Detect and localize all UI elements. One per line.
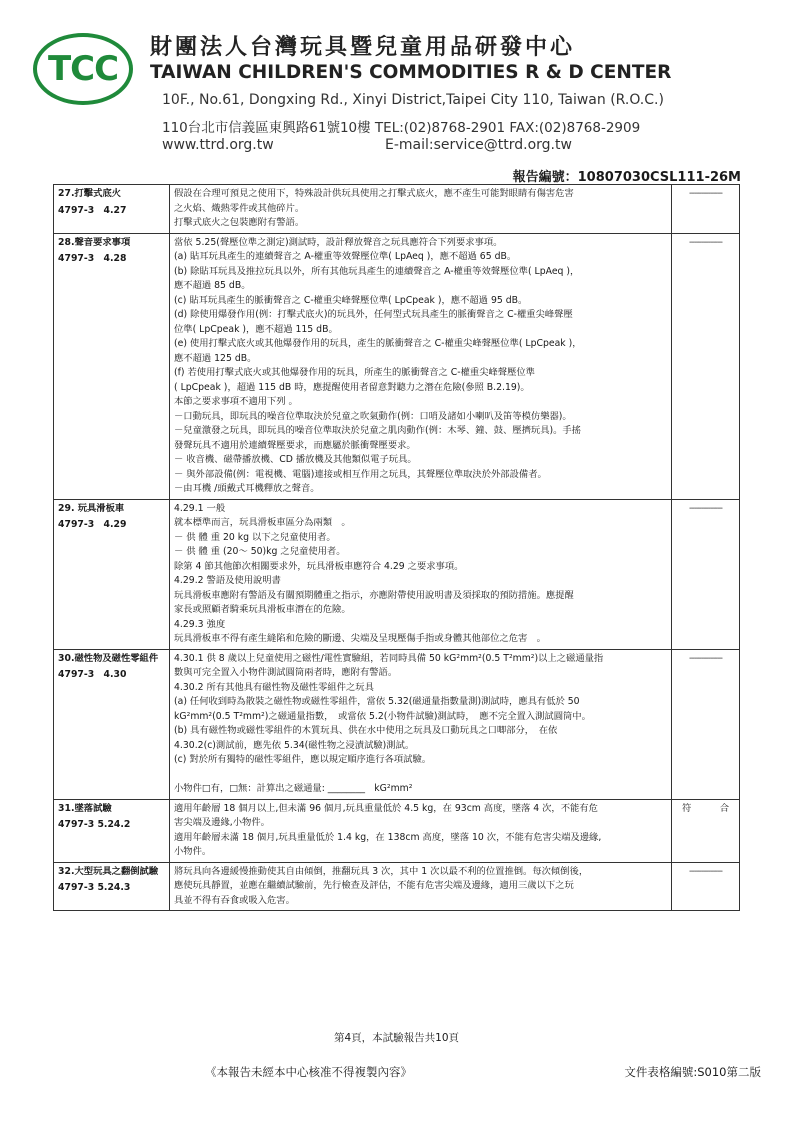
clause-cell [54,649,170,799]
clause-title: 29. 玩具滑板車 [58,502,125,514]
requirement-line: －兒童激發之玩具，即玩具的噪音位準取決於兒童之肌肉動作(例：木琴、鐘、鼓、壓擠玩具)。手搖 [174,425,582,436]
table-row [54,799,740,862]
requirement-line: 家長或照顧者騎乘玩具滑板車潛在的危險。 [174,604,351,615]
requirement-line: 之火焰、熾熱零件或其他碎片。 [174,202,305,214]
requirement-line: 玩具滑板車應附有警語及有關預期體重之指示，亦應附帶使用說明書及須採取的預防措施。應提醒 [174,589,574,601]
table-row [54,499,740,649]
address-en: 10F., No.61, Dongxing Rd., Xinyi District,Taipei City 110, Taiwan (R.O.C.) [162,92,664,108]
footer-copy-notice: 《本報告未經本中心核准不得複製內容》 [205,1065,412,1079]
requirement-line: 適用年齡層未滿 18 個月,玩具重量低於 1.4 kg，在 138cm 高度，墜落 10 次，不能有危害尖端及邊緣, [174,831,602,843]
result-cell [672,799,740,862]
result-cell [672,862,740,911]
requirement-cell [170,185,672,234]
clause-number: 4797-3 5.24.3 [58,882,131,893]
requirement-line: (c) 對於所有獨特的磁性零組件，應以規定順序進行各項試驗。 [174,754,432,765]
requirement-line: 害尖端及邊緣,小物件。 [174,817,270,828]
requirement-cell [170,862,672,911]
requirement-cell [170,233,672,499]
requirement-line: kG²mm²(0.5 T²mm²)之磁通量指數， 或當依 5.2(小物件試驗)測試時， 應不完全置入測試圓筒中。 [174,710,591,722]
website: www.ttrd.org.tw [162,137,274,153]
result-dash: -------------- [689,188,722,199]
requirement-line: 就本標準而言，玩具滑板車區分為兩類 。 [174,517,351,528]
result-dash: -------------- [689,652,722,664]
requirement-line: 應不超過 85 dB。 [174,280,251,291]
requirement-line: (b) 除貼耳玩具及推拉玩具以外，所有其他玩具產生的連續聲音之 A-權重等效聲壓位準( LpAeq )， [174,265,580,277]
org-name-zh: 財團法人台灣玩具暨兒童用品研發中心 [150,35,576,60]
clause-title: 28.聲音要求事項 [58,236,131,248]
result-cell [672,185,740,234]
requirement-line: 將玩具向各邊緩慢推動使其自由傾倒，推翻玩具 3 次，其中 1 次以最不利的位置推倒。每次傾倒後， [174,865,589,877]
requirement-cell [170,499,672,649]
requirement-line: 適用年齡層 18 個月以上,但未滿 96 個月,玩具重量低於 4.5 kg，在 93cm 高度，墜落 4 次，不能有危 [174,802,598,814]
requirement-line: 除第 4 節其他節次相關要求外，玩具滑板車應符合 4.29 之要求事項。 [174,560,464,572]
requirement-line: 玩具滑板車不得有產生縫陷和危險的斷邊、尖端及呈現壓傷手指或身體其他部位之危害 。 [174,633,546,644]
clause-title: 30.磁性物及磁性零組件 [58,652,159,664]
clause-cell [54,233,170,499]
clause-number: 4797-3 4.29 [58,519,127,530]
requirement-line: － 供 體 重 (20～ 50)kg 之兒童使用者。 [174,546,346,557]
requirement-line: － 收音機、磁帶播放機、CD 播放機及其他類似電子玩具。 [174,454,417,465]
report-number: 報告編號：10807030CSL111-26M [512,170,741,185]
result-cell [672,649,740,799]
requirement-line: 具並不得有吞食或吸入危害。 [174,894,295,906]
requirement-line: 應不超過 125 dB。 [174,352,257,364]
clause-number: 4797-3 5.24.2 [58,819,131,830]
requirement-cell [170,799,672,862]
result-dash: -------------- [689,502,722,514]
clause-title: 32.大型玩具之翻倒試驗 [58,865,159,877]
result-char: 合 [719,802,729,814]
requirement-line: 當依 5.25(聲壓位準之測定)測試時，設計釋放聲音之玩具應符合下列要求事項。 [174,236,503,248]
requirement-line: 本節之要求事項不適用下列 。 [174,396,298,407]
table-row [54,649,740,799]
letterhead [0,0,793,160]
requirement-line: － 與外部設備(例：電視機、電腦)連接或相互作用之玩具，其聲壓位準取決於外部設備者。 [174,468,547,480]
logo-text: TCC [47,49,119,89]
table-row [54,233,740,499]
requirement-line: (c) 貼耳玩具產生的脈衝聲音之 C-權重尖峰聲壓位準( LpCpeak )，應不超過 95 dB。 [174,294,528,306]
requirement-line: 4.30.2 所有其他具有磁性物及磁性零組件之玩具 [174,681,374,693]
requirement-line: 小物件。 [174,846,212,857]
requirement-line: (a) 任何收到時為散裝之磁性物或磁性零組件，當依 5.32(磁通量指數量測)測試時，應具有低於 50 [174,696,580,707]
clause-cell [54,862,170,911]
tcc-logo [33,33,133,105]
requirement-line: 應使玩具靜置，並應在繼續試驗前，先行檢查及評估，不能有危害尖端及邊緣，適用三歲以下之玩 [174,880,574,891]
result-dash: -------------- [689,865,722,877]
clause-title: 27.打擊式底火 [58,188,121,199]
requirement-line: (e) 使用打擊式底火或其他爆發作用的玩具，產生的脈衝聲音之 C-權重尖峰聲壓位準( LpCpeak )， [174,338,582,349]
requirement-line: (d) 除使用爆發作用(例：打擊式底火)的玩具外，任何型式玩具產生的脈衝聲音之 C-權重尖峰聲壓 [174,309,573,320]
clause-cell [54,185,170,234]
requirement-line: － 供 體 重 20 kg 以下之兒童使用者。 [174,531,336,543]
result-dash: -------------- [689,236,722,248]
requirement-line: 打擊式底火之包裝應附有警語。 [174,217,305,228]
requirement-line: 位準( LpCpeak )，應不超過 115 dB。 [174,323,338,335]
requirement-line: 4.29.3 強度 [174,618,226,630]
org-name-en: TAIWAN CHILDREN'S COMMODITIES R & D CENTER [150,62,672,83]
requirement-cell [170,649,672,799]
clause-title: 31.墜落試驗 [58,802,112,814]
requirement-line: －口動玩具，即玩具的噪音位準取決於兒童之吹氣動作(例：口哨及諸如小喇叭及笛等模仿樂器)。 [174,410,572,422]
requirement-line: 數與可完全置入小物件測試圓筒兩者時，應附有警語。 [174,667,398,678]
table-row [54,185,740,234]
requirement-line: 發聲玩具不適用於連續聲壓要求，而應屬於脈衝聲壓要求。 [174,439,416,451]
requirement-line: 4.29.1 一般 [174,502,226,514]
requirement-line: (b) 具有磁性物或磁性零組件的木質玩具、供在水中使用之玩具及口動玩具之口唧部分， 在依 [174,725,558,736]
requirement-line: 4.30.1 供 8 歲以上兒童使用之磁性/電性實驗組，若同時具備 50 kG²mm²(0.5 T²mm²)以上之磁通量指 [174,652,604,664]
clause-number: 4797-3 4.30 [58,669,127,680]
requirement-line: 小物件□有，□無：計算出之磁通量: ________ kG²mm² [174,783,413,794]
requirement-line: (a) 貼耳玩具產生的連續聲音之 A-權重等效聲壓位準( LpAeq )，應不超過 65 dB。 [174,251,517,262]
result-char: 符 [682,802,692,814]
clause-number: 4797-3 4.27 [58,204,127,216]
address-zh-contact: 110台北市信義區東興路61號10樓 TEL:(02)8768-2901 FAX:(02)8768-2909 [162,120,641,136]
result-cell [672,233,740,499]
requirement-line: －由耳機 /頭戴式耳機釋放之聲音。 [174,483,320,494]
footer-form-number: 文件表格編號:S010第二版 [624,1065,761,1079]
requirement-line [174,768,667,783]
requirement-line: 4.30.2(c)測試前，應先依 5.34(磁性物之浸漬試驗)測試。 [174,739,415,751]
clause-cell [54,799,170,862]
requirement-line: 假設在合理可預見之使用下，特殊設計供玩具使用之打擊式底火，應不產生可能對眼睛有傷害危害 [174,188,574,199]
requirement-line: (f) 若使用打擊式底火或其他爆發作用的玩具，所產生的脈衝聲音之 C-權重尖峰聲壓位準 [174,367,535,378]
clause-cell [54,499,170,649]
result-pass [676,802,735,817]
clause-number: 4797-3 4.28 [58,253,127,264]
email: E-mail:service@ttrd.org.tw [385,137,572,153]
table-row [54,862,740,911]
requirement-line: 4.29.2 警語及使用說明書 [174,575,281,586]
test-results-table [53,184,740,911]
page-info: 第4頁，本試驗報告共10頁 [333,1032,460,1044]
result-cell [672,499,740,649]
requirement-line: ( LpCpeak )，超過 115 dB 時，應提醒使用者留意對聽力之潛在危險(參照 B.2.19)。 [174,381,530,393]
